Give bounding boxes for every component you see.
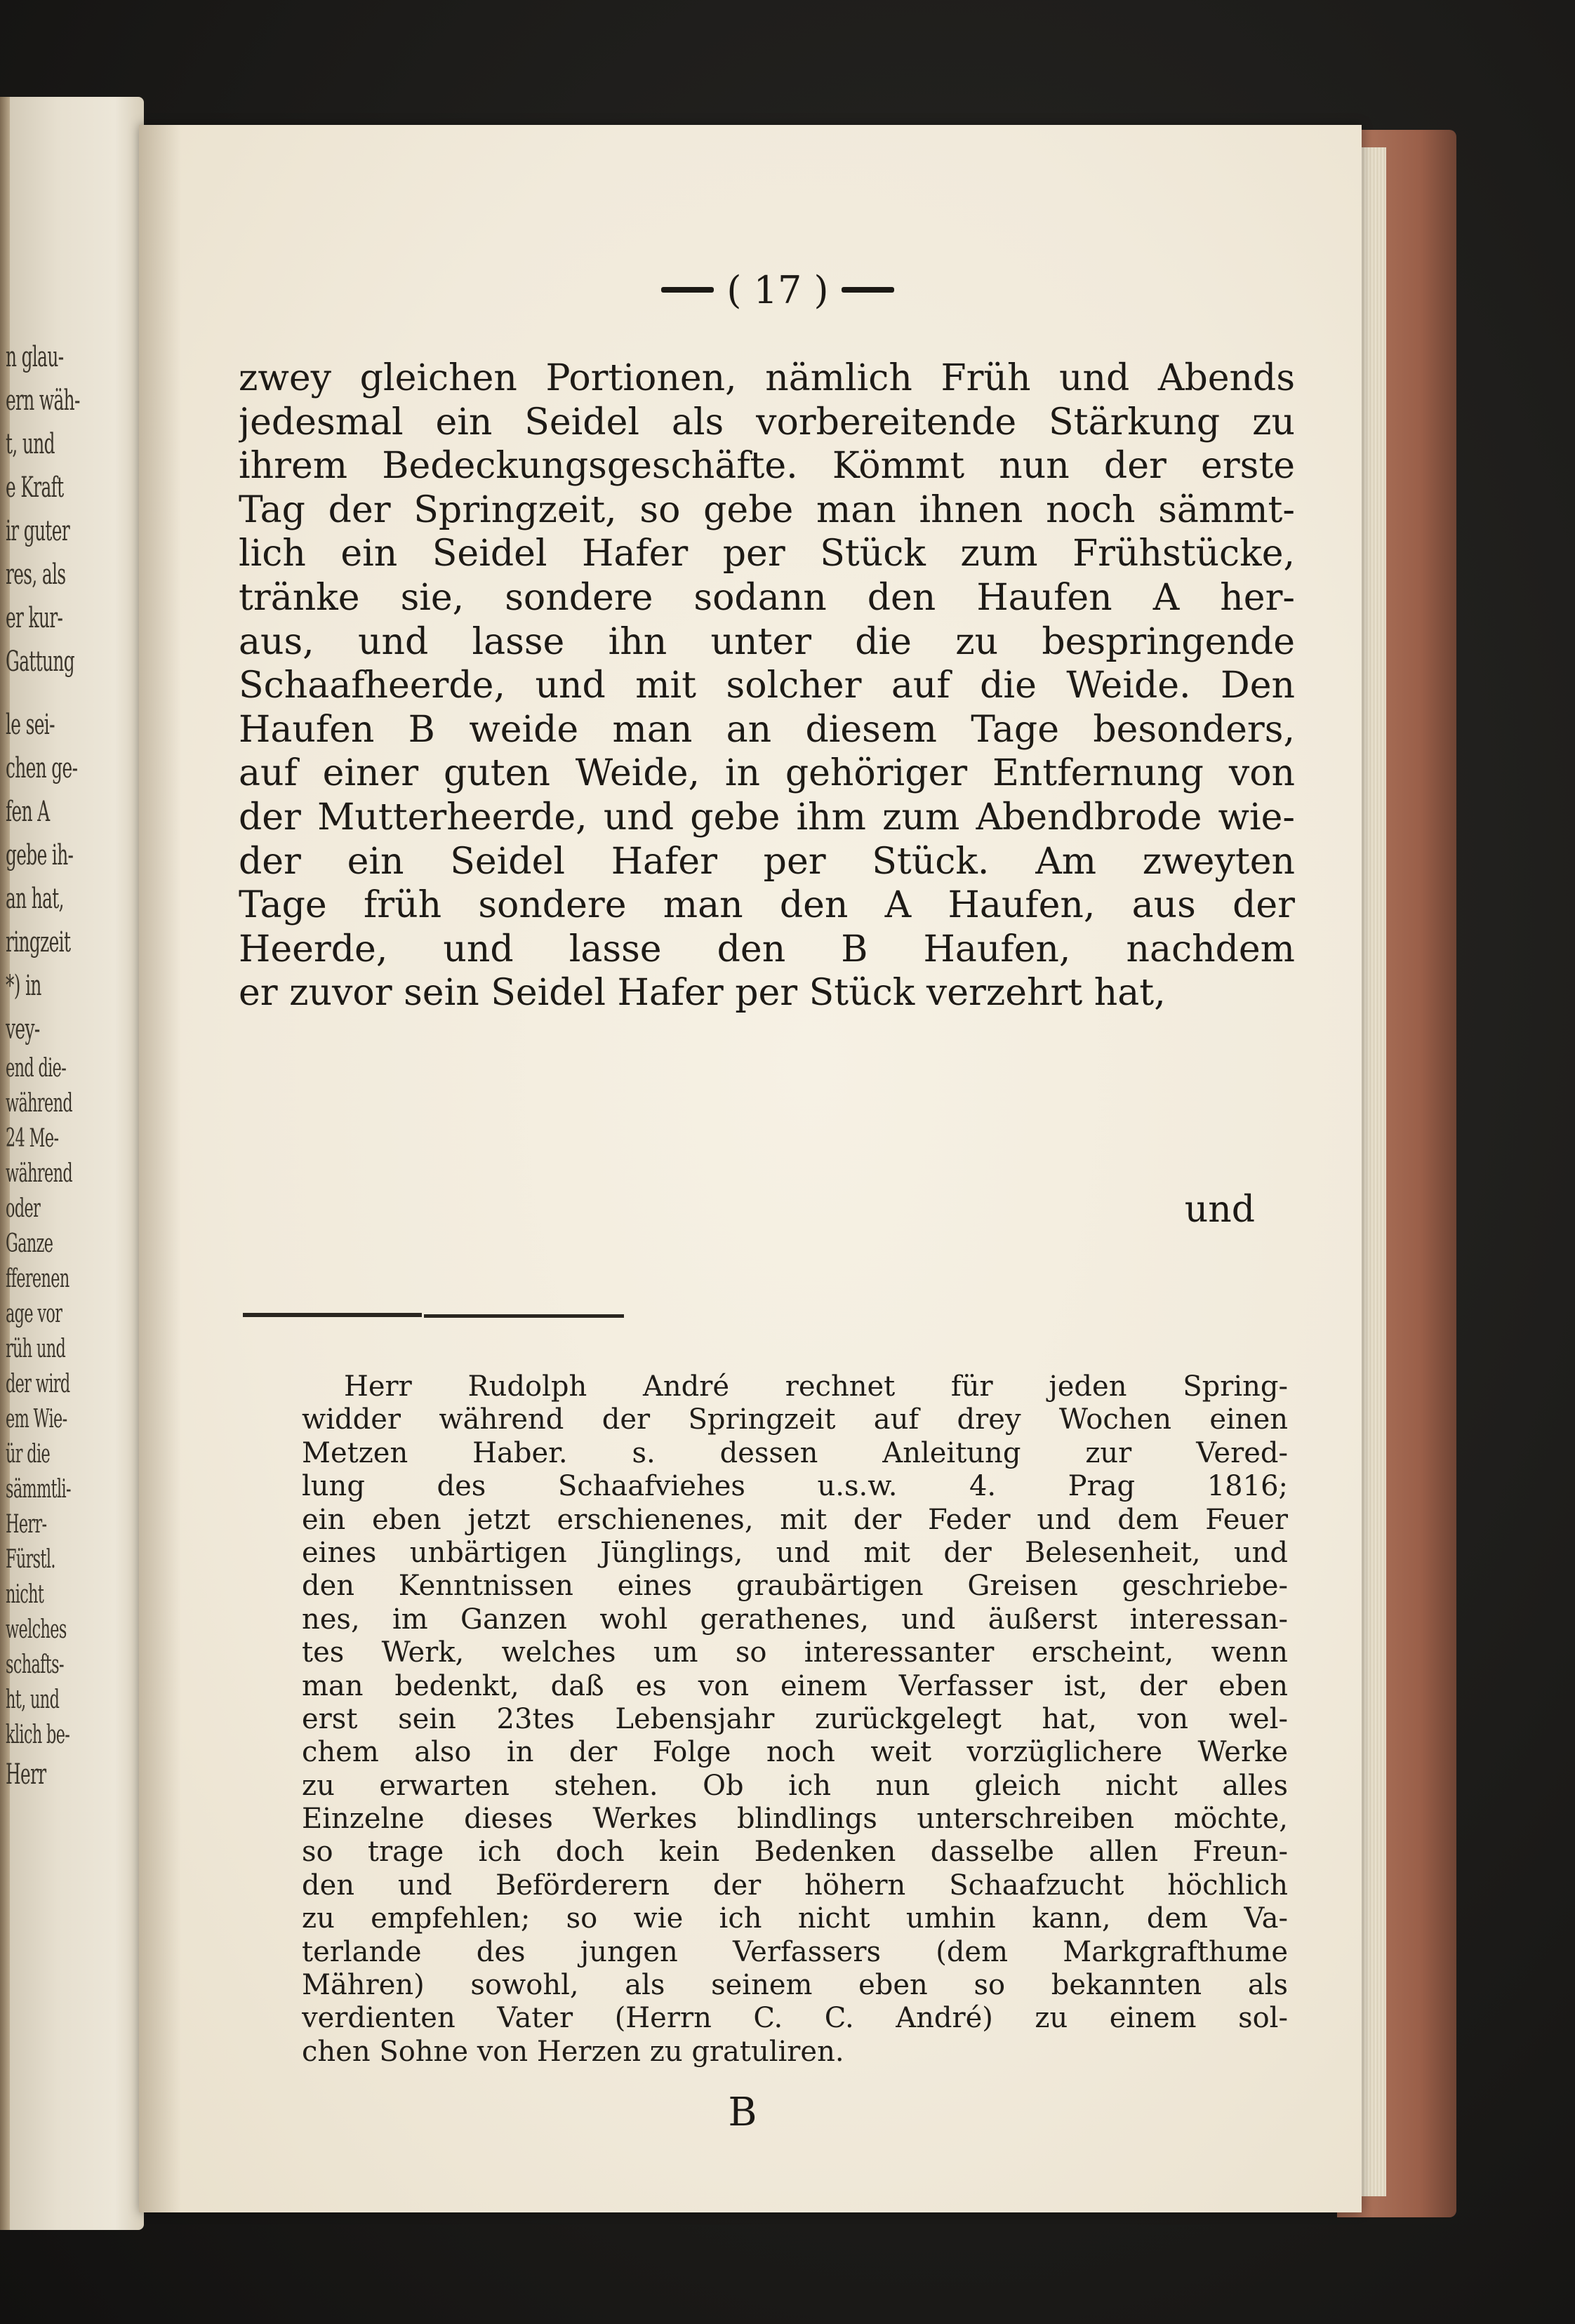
left-page-line: klich be-	[6, 1721, 70, 1749]
left-page-line: gebe ih-	[6, 839, 74, 872]
header-dash-left	[661, 287, 714, 293]
body-line: Tage früh sondere man den A Haufen, aus der	[239, 884, 1295, 927]
body-line: jedesmal ein Seidel als vorbereitende Stärkung zu	[239, 401, 1295, 443]
left-page-line: fferenen	[6, 1264, 69, 1293]
left-page-line: schafts-	[6, 1650, 64, 1679]
header-dash-right	[842, 287, 894, 293]
left-page-line: welches	[6, 1615, 67, 1644]
left-page-line: sämmtli-	[6, 1475, 71, 1504]
left-page-line: end die-	[6, 1054, 67, 1083]
left-page-line: 24 Me-	[6, 1124, 59, 1153]
footnote-line: nes, im Ganzen wohl gerathenes, und äußerst interessan-	[302, 1603, 1288, 1636]
footnote-line: so trage ich doch kein Bedenken dasselbe allen Freun-	[302, 1836, 1288, 1869]
footnote-line: erst sein 23tes Lebensjahr zurückgelegt hat, von wel-	[302, 1702, 1288, 1735]
gutter-shadow	[139, 125, 181, 2212]
footnote-line: tes Werk, welches um so interessanter erscheint, wenn	[302, 1636, 1288, 1669]
footnote-line: den Kenntnissen eines graubärtigen Greisen geschriebe-	[302, 1570, 1288, 1603]
footnote	[302, 1370, 1288, 2069]
left-page-line: age vor	[6, 1300, 62, 1328]
left-page-line: ür die	[6, 1440, 51, 1469]
left-page-line: Gattung	[6, 646, 75, 678]
signature-mark: B	[728, 2090, 757, 2135]
footnote-line: den und Beförderern der höhern Schaafzucht höchlich	[302, 1869, 1288, 1902]
footnote-line: terlande des jungen Verfassers (dem Markgrafthume	[302, 1935, 1288, 1968]
body-line: Heerde, und lasse den B Haufen, nachdem	[239, 928, 1295, 970]
left-page-line: t, und	[6, 428, 55, 460]
body-line: tränke sie, sondere sodann den Haufen A her-	[239, 576, 1295, 619]
left-page-line: Herr	[6, 1758, 46, 1791]
body-line: der ein Seidel Hafer per Stück. Am zweyten	[239, 840, 1295, 883]
left-page-line: e Kraft	[6, 472, 64, 504]
left-page-line: während	[6, 1159, 72, 1188]
footnote-line: eines unbärtigen Jünglings, und mit der Belesenheit, und	[302, 1536, 1288, 1569]
page-header	[532, 262, 1023, 318]
left-page-line: le sei-	[6, 709, 55, 741]
left-page-line: ht, und	[6, 1685, 60, 1714]
left-page-line: ringzeit	[6, 926, 71, 959]
catchword: und	[1184, 1189, 1255, 1231]
left-page-line: er kur-	[6, 602, 63, 634]
left-page-line: res, als	[6, 559, 66, 591]
body-line: Tag der Springzeit, so gebe man ihnen noch sämmt-	[239, 488, 1295, 531]
left-page-line: n glau-	[6, 341, 64, 373]
body-line: ihrem Bedeckungsgeschäfte. Kömmt nun der erste	[239, 445, 1295, 488]
body-line: aus, und lasse ihn unter die zu bespringende	[239, 620, 1295, 663]
left-page-line: oder	[6, 1194, 41, 1223]
body-text	[239, 356, 1295, 1015]
left-page-line: ir guter	[6, 515, 70, 547]
left-page-line: Herr-	[6, 1510, 47, 1539]
footnote-line: chem also in der Folge noch weit vorzüglichere Werke	[302, 1736, 1288, 1769]
footnote-line: widder während der Springzeit auf drey Wochen einen	[302, 1403, 1288, 1436]
body-line: lich ein Seidel Hafer per Stück zum Frühstücke,	[239, 533, 1295, 575]
left-page-line: nicht	[6, 1580, 44, 1609]
left-page-line: vey-	[6, 1013, 40, 1046]
left-page-line: chen ge-	[6, 752, 78, 784]
body-line: der Mutterheerde, und gebe ihm zum Abendbrode wie-	[239, 796, 1295, 839]
left-page-line: em Wie-	[6, 1405, 67, 1434]
footnote-rule-second	[424, 1314, 624, 1318]
left-page-line: *) in	[6, 970, 41, 1002]
page-number: ( 17 )	[726, 267, 829, 312]
left-page-line: an hat,	[6, 883, 64, 915]
footnote-line: Metzen Haber. s. dessen Anleitung zur Vered-	[302, 1436, 1288, 1469]
left-page-text	[6, 335, 139, 1816]
footnote-line: Herr Rudolph André rechnet für jeden Spring-	[344, 1370, 1288, 1403]
left-page-line: Ganze	[6, 1229, 53, 1258]
footnote-line: verdienten Vater (Herrn C. C. André) zu einem sol-	[302, 2002, 1288, 2035]
body-line: Schaafheerde, und mit solcher auf die Weide. Den	[239, 665, 1295, 707]
footnote-line: zu erwarten stehen. Ob ich nun gleich nicht alles	[302, 1769, 1288, 1802]
body-line: zwey gleichen Portionen, nämlich Früh und Abends	[239, 357, 1295, 399]
footnote-line: lung des Schaafviehes u.s.w. 4. Prag 1816;	[302, 1470, 1288, 1503]
footnote-line: ein eben jetzt erschienenes, mit der Feder und dem Feuer	[302, 1503, 1288, 1536]
body-line: auf einer guten Weide, in gehöriger Entfernung von	[239, 752, 1295, 795]
left-page-line: der wird	[6, 1370, 70, 1398]
body-line: Haufen B weide man an diesem Tage besonders,	[239, 708, 1295, 751]
right-page	[139, 125, 1362, 2212]
footnote-rule	[243, 1313, 422, 1317]
left-page-line: rüh und	[6, 1335, 66, 1363]
left-page-line: fen A	[6, 796, 50, 828]
left-page-fragment	[0, 97, 144, 2230]
footnote-line: chen Sohne von Herzen zu gratuliren.	[302, 2035, 844, 2068]
footnote-line: Einzelne dieses Werkes blindlings unterschreiben möchte,	[302, 1803, 1288, 1836]
footnote-line: man bedenkt, daß es von einem Verfasser ist, der eben	[302, 1669, 1288, 1702]
left-page-line: ern wäh-	[6, 385, 80, 417]
body-line: er zuvor sein Seidel Hafer per Stück verzehrt hat,	[239, 972, 1166, 1015]
footnote-line: zu empfehlen; so wie ich nicht umhin kann, dem Va-	[302, 1902, 1288, 1935]
footnote-line: Mähren) sowohl, als seinem eben so bekannten als	[302, 1969, 1288, 2002]
left-page-line: Fürstl.	[6, 1545, 55, 1574]
left-page-line: während	[6, 1089, 72, 1118]
